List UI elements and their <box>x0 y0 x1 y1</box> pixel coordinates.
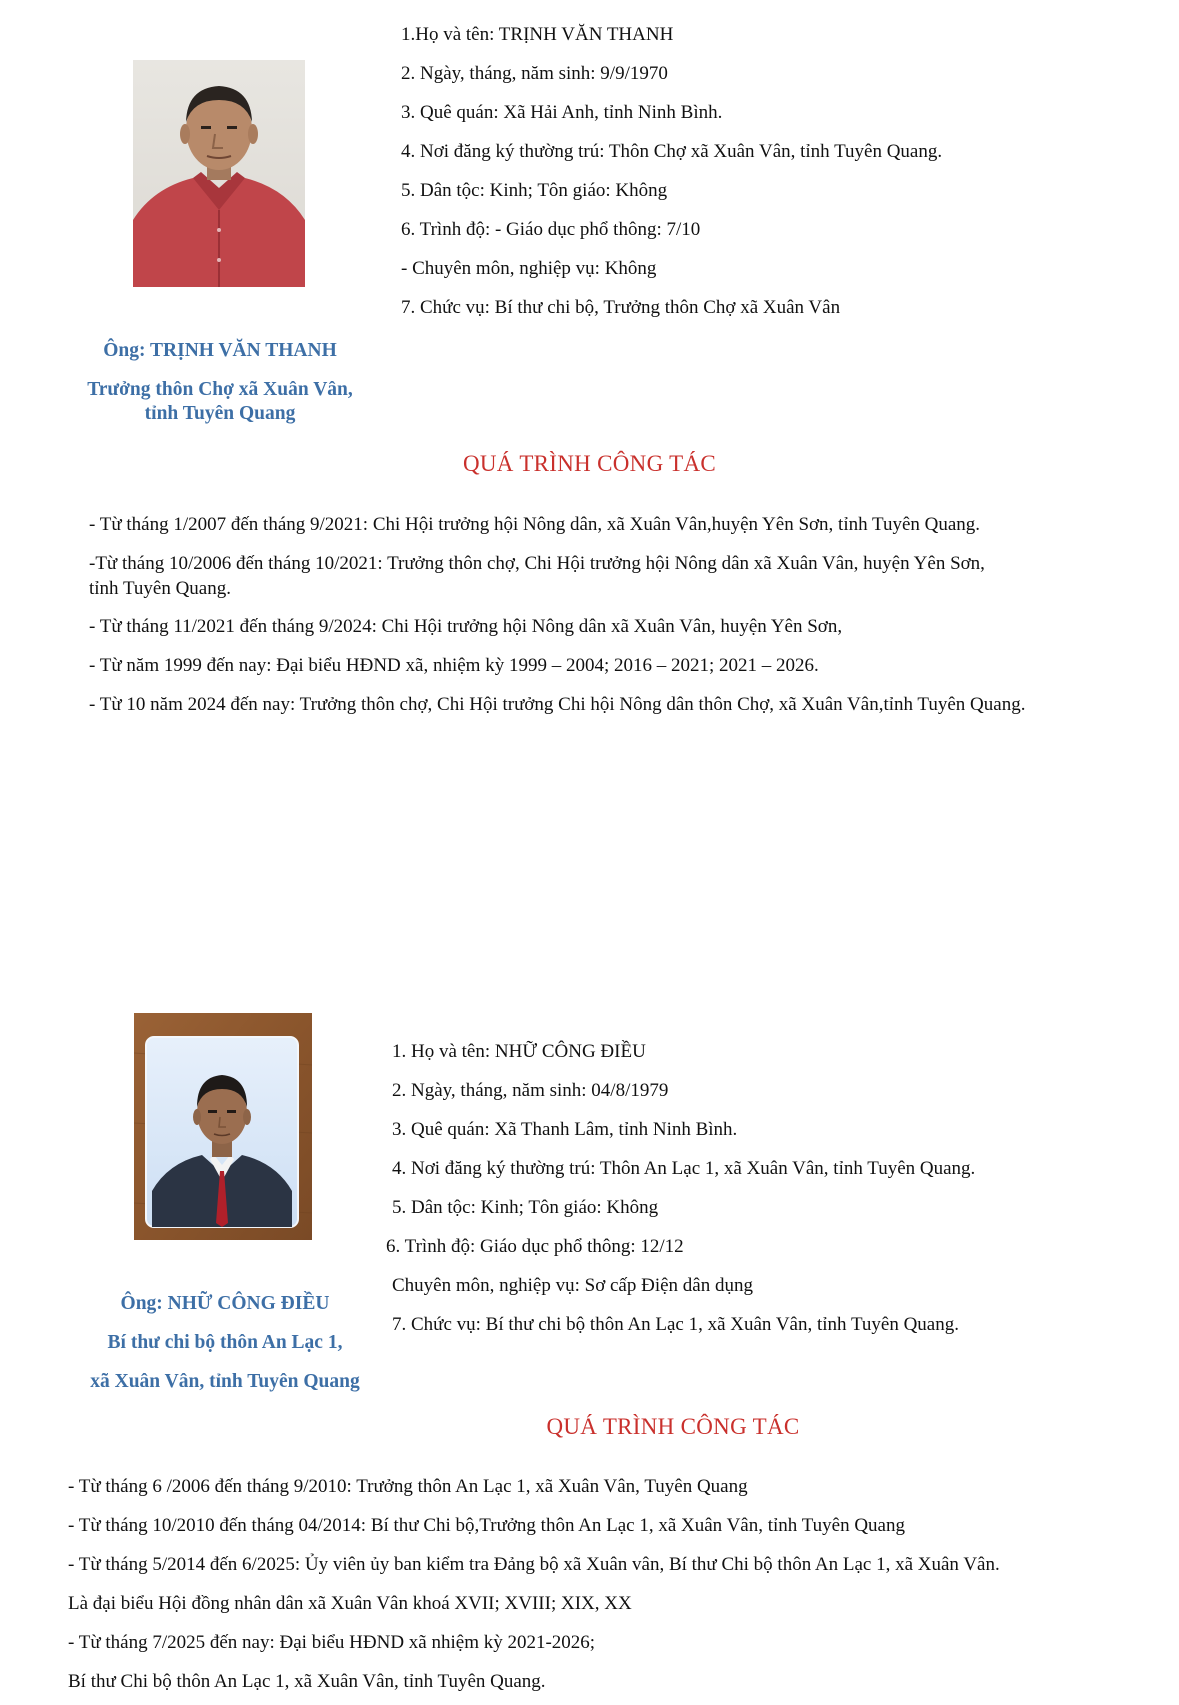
person-portrait-icon <box>134 1013 312 1240</box>
caption-role-1a: Trưởng thôn Chợ xã Xuân Vân, <box>87 379 353 400</box>
info-position: 7. Chức vụ: Bí thư chi bộ, Trưởng thôn Chợ xã Xuân Vân <box>401 297 841 318</box>
history-item: - Từ tháng 10/2010 đến tháng 04/2014: Bí thư Chi bộ,Trưởng thôn An Lạc 1, xã Xuân Vân, tỉnh Tuyên Quang <box>68 1515 905 1536</box>
info-ethnicity-religion: 5. Dân tộc: Kinh; Tôn giáo: Không <box>392 1197 659 1218</box>
caption-name-2: Ông: NHỮ CÔNG ĐIỀU <box>120 1293 330 1314</box>
history-item: Là đại biểu Hội đồng nhân dân xã Xuân Vân khoá XVII; XVIII; XIX, XX <box>68 1593 632 1614</box>
caption-role-2b: xã Xuân Vân, tỉnh Tuyên Quang <box>90 1371 360 1392</box>
history-item: - Từ tháng 1/2007 đến tháng 9/2021: Chi Hội trưởng hội Nông dân, xã Xuân Vân,huyện Yên Sơn, tỉnh Tuyên Quang. <box>89 514 981 535</box>
info-birth-date: 2. Ngày, tháng, năm sinh: 04/8/1979 <box>392 1080 669 1101</box>
history-item: - Từ năm 1999 đến nay: Đại biểu HĐND xã, nhiệm kỳ 1999 – 2004; 2016 – 2021; 2021 – 2026. <box>89 655 819 676</box>
history-item: - Từ tháng 6 /2006 đến tháng 9/2010: Trưởng thôn An Lạc 1, xã Xuân Vân, Tuyên Quang <box>68 1476 748 1497</box>
caption-name-1: Ông: TRỊNH VĂN THANH <box>103 340 337 361</box>
history-item: - Từ tháng 11/2021 đến tháng 9/2024: Chi Hội trưởng hội Nông dân xã Xuân Vân, huyện Yên Sơn, <box>89 616 843 637</box>
person-portrait-icon <box>133 60 305 287</box>
caption-role-2a: Bí thư chi bộ thôn An Lạc 1, <box>107 1332 343 1353</box>
info-full-name: 1. Họ và tên: NHỮ CÔNG ĐIỀU <box>392 1041 646 1062</box>
info-ethnicity-religion: 5. Dân tộc: Kinh; Tôn giáo: Không <box>401 180 668 201</box>
history-item: Bí thư Chi bộ thôn An Lạc 1, xã Xuân Vân, tỉnh Tuyên Quang. <box>68 1671 546 1692</box>
history-item: - Từ tháng 7/2025 đến nay: Đại biểu HĐND xã nhiệm kỳ 2021-2026; <box>68 1632 596 1653</box>
info-profession: Chuyên môn, nghiệp vụ: Sơ cấp Điện dân dụng <box>392 1275 753 1296</box>
section-title-1: QUÁ TRÌNH CÔNG TÁC <box>462 451 717 476</box>
info-position: 7. Chức vụ: Bí thư chi bộ thôn An Lạc 1, xã Xuân Vân, tỉnh Tuyên Quang. <box>392 1314 959 1335</box>
info-hometown: 3. Quê quán: Xã Hải Anh, tỉnh Ninh Bình. <box>401 102 723 123</box>
info-education: 6. Trình độ: Giáo dục phổ thông: 12/12 <box>386 1236 684 1257</box>
portrait-photo-1 <box>133 60 305 287</box>
info-full-name: 1.Họ và tên: TRỊNH VĂN THANH <box>401 24 674 45</box>
history-item: - Từ tháng 5/2014 đến 6/2025: Ủy viên ủy ban kiểm tra Đảng bộ xã Xuân vân, Bí thư Chi bộ thôn An Lạc 1, xã Xuân Vân. <box>68 1554 1000 1575</box>
caption-role-1b: tỉnh Tuyên Quang <box>144 403 296 424</box>
portrait-photo-2 <box>134 1013 312 1240</box>
info-residence: 4. Nơi đăng ký thường trú: Thôn An Lạc 1, xã Xuân Vân, tỉnh Tuyên Quang. <box>392 1158 976 1179</box>
info-profession: - Chuyên môn, nghiệp vụ: Không <box>401 258 657 279</box>
history-item: - Từ 10 năm 2024 đến nay: Trưởng thôn chợ, Chi Hội trưởng Chi hội Nông dân thôn Chợ, xã Xuân Vân,tỉnh Tuyên Quang. <box>89 694 1026 715</box>
history-item: -Từ tháng 10/2006 đến tháng 10/2021: Trưởng thôn chợ, Chi Hội trưởng hội Nông dân xã Xuân Vân, huyện Yên Sơn, <box>89 553 985 574</box>
info-residence: 4. Nơi đăng ký thường trú: Thôn Chợ xã Xuân Vân, tỉnh Tuyên Quang. <box>401 141 943 162</box>
info-birth-date: 2. Ngày, tháng, năm sinh: 9/9/1970 <box>401 63 668 84</box>
info-education: 6. Trình độ: - Giáo dục phổ thông: 7/10 <box>401 219 701 240</box>
section-title-2: QUÁ TRÌNH CÔNG TÁC <box>546 1414 800 1439</box>
info-hometown: 3. Quê quán: Xã Thanh Lâm, tỉnh Ninh Bình. <box>392 1119 738 1140</box>
history-item-continued: tỉnh Tuyên Quang. <box>89 578 231 599</box>
